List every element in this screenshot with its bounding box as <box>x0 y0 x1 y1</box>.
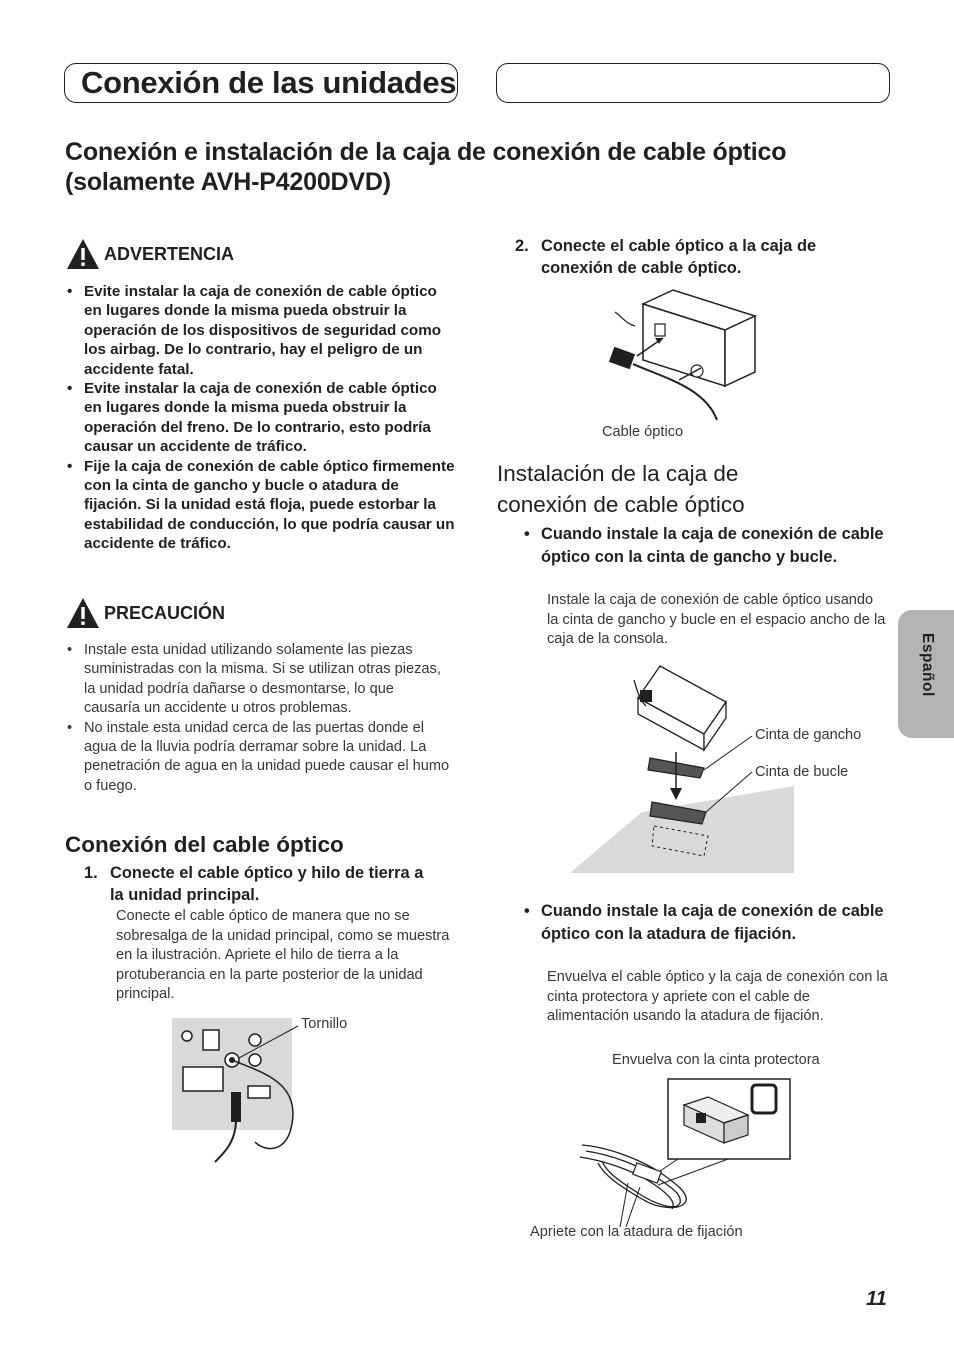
page-title-line-2: (solamente AVH-P4200DVD) <box>65 168 391 196</box>
caution-list <box>65 641 450 796</box>
wrap-tie-illustration <box>578 1075 798 1225</box>
page-title <box>65 137 915 197</box>
fig3-label-loop: Cinta de bucle <box>755 764 849 780</box>
warning-item: • Evite instalar la caja de conexión de cable óptico en lugares donde la misma pueda obstruir la operación del freno. De lo contrario, esto podría causar un accidente de tráfico. <box>65 379 455 457</box>
warning-list <box>65 282 455 554</box>
install-box-heading <box>497 458 745 520</box>
install-bullet-2-title: • Cuando instale la caja de conexión de cable óptico con la atadura de fijación. <box>522 900 894 945</box>
step-1-number: 1. <box>84 864 98 882</box>
install-bullet-1-title: • Cuando instale la caja de conexión de cable óptico con la cinta de gancho y bucle. <box>522 523 894 568</box>
fig1-label-tornillo: Tornillo <box>301 1016 348 1032</box>
step-2-title: Conecte el cable óptico a la caja de conexión de cable óptico. <box>541 237 817 277</box>
section-header-empty-box <box>496 63 890 103</box>
page-title-line-1: Conexión e instalación de la caja de conexión de cable óptico <box>65 138 787 166</box>
warning-triangle-icon <box>66 238 100 270</box>
optical-box-illustration <box>605 288 765 428</box>
install-box-heading-line-1: Instalación de la caja de <box>497 461 739 486</box>
section-header-title: Conexión de las unidades <box>81 65 457 100</box>
install-bullet-1-body: Instale la caja de conexión de cable óptico usando la cinta de gancho y bucle en el espacio ancho de la caja de la consola. <box>547 592 886 647</box>
step-2-number: 2. <box>515 237 529 255</box>
step-2 <box>515 235 885 279</box>
caution-triangle-icon <box>66 597 100 629</box>
caution-heading <box>66 597 225 629</box>
caution-title: PRECAUCIÓN <box>104 602 226 623</box>
install-box-heading-line-2: conexión de cable óptico <box>497 492 745 517</box>
step-1 <box>84 862 434 906</box>
fig3-label-hook: Cinta de gancho <box>755 727 862 743</box>
warning-item: • Fije la caja de conexión de cable óptico firmemente con la cinta de gancho y bucle o atadura de fijación. Si la unidad está floja, puede estorbar la estabilidad de conducción, lo que podría causar un accidente de tráfico. <box>65 457 455 554</box>
fig2-label-cable: Cable óptico <box>602 424 684 440</box>
fig4-label-bottom: Apriete con la atadura de fijación <box>530 1224 743 1240</box>
install-bullet-2 <box>522 900 894 945</box>
step-1-title: Conecte el cable óptico y hilo de tierra a la unidad principal. <box>110 864 424 904</box>
page-number: 11 <box>866 1288 887 1310</box>
warning-item: • Evite instalar la caja de conexión de cable óptico en lugares donde la misma pueda obstruir la operación de los dispositivos de seguridad como los airbag. De lo contrario, hay el peligro de un accidente fatal. <box>65 282 455 379</box>
step-1-body: Conecte el cable óptico de manera que no se sobresalga de la unidad principal, como se muestra en la ilustración. Apriete el hilo de tierra a la protuberancia en la parte posterior de la unidad principal. <box>116 908 450 1002</box>
install-bullet-2-body: Envuelva el cable óptico y la caja de conexión con la cinta protectora y apriete con el cable de alimentación usando la atadura de fijación. <box>547 969 888 1024</box>
install-bullet-1 <box>522 523 894 568</box>
caution-item: • Instale esta unidad utilizando solamente las piezas suministradas con la misma. Si se utilizan otras piezas, la unidad podría dañarse o desmontarse, lo que causaría un accidente u otros problemas. <box>65 641 450 719</box>
language-tab-label: Español <box>919 633 936 697</box>
fig4-label-top: Envuelva con la cinta protectora <box>612 1052 820 1068</box>
warning-heading <box>66 238 234 270</box>
warning-title: ADVERTENCIA <box>104 243 235 264</box>
main-unit-rear-illustration <box>165 1012 305 1162</box>
cable-connection-heading: Conexión del cable óptico <box>65 832 344 857</box>
caution-item: • No instale esta unidad cerca de las puertas donde el agua de la lluvia podría derramar sobre la unidad. La penetración de agua en la unidad puede causar el humo o fuego. <box>65 719 450 797</box>
